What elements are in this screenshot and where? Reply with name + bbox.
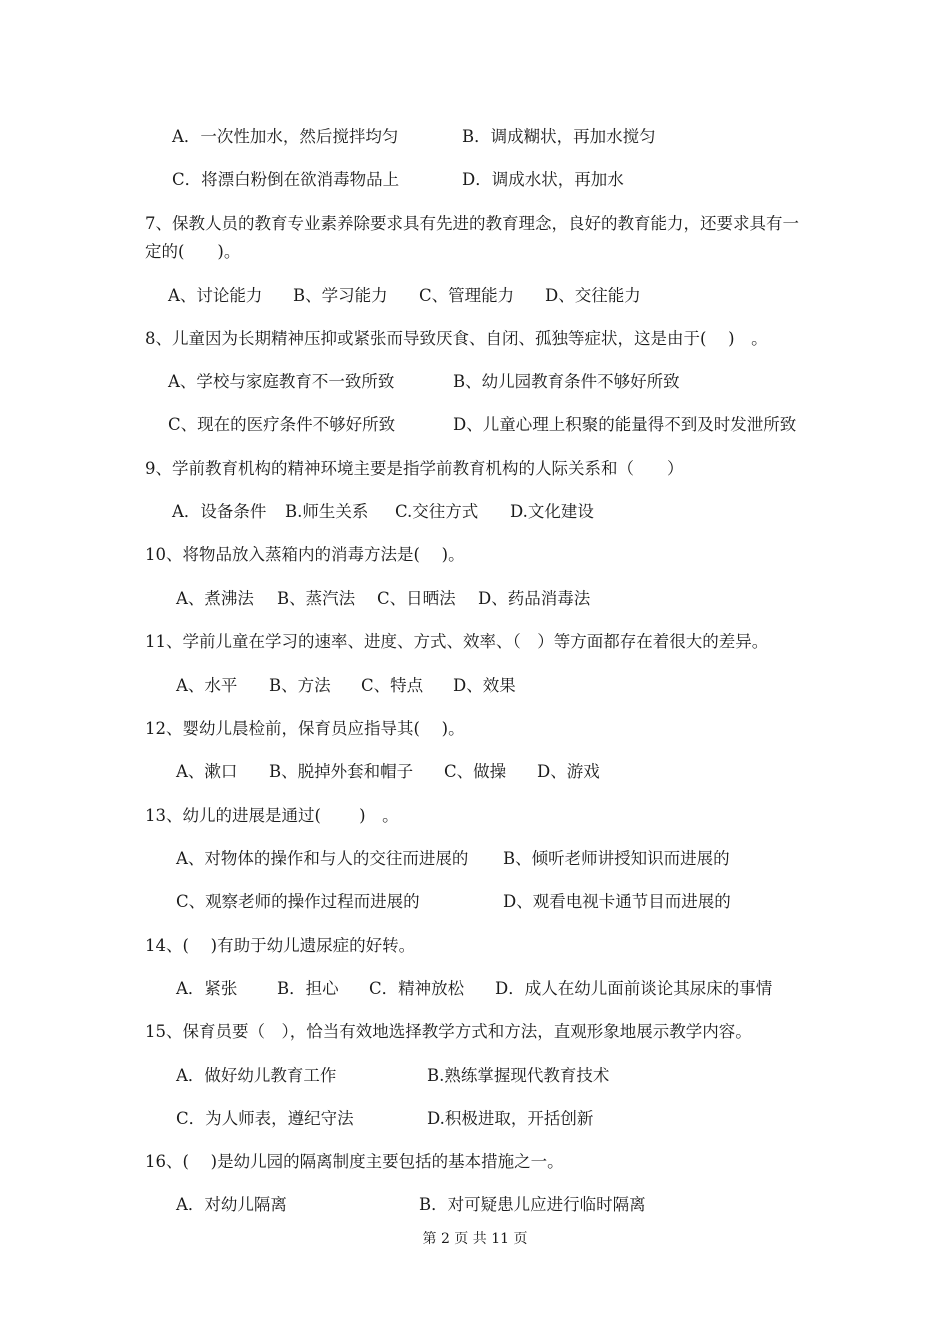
q6-option-b: B．调成糊状，再加水搅匀 — [462, 127, 656, 146]
q15-option-d: D.积极进取，开括创新 — [427, 1109, 594, 1128]
q10-option-c: C、日晒法 — [377, 589, 456, 608]
q14-option-b: B．担心 — [277, 979, 339, 998]
question-9-stem: 9、学前教育机构的精神环境主要是指学前教育机构的人际关系和（ ） — [145, 459, 684, 478]
q16-option-b: B．对可疑患儿应进行临时隔离 — [419, 1195, 646, 1214]
question-15-stem: 15、保育员要（ ），恰当有效地选择教学方式和方法，直观形象地展示教学内容。 — [145, 1022, 752, 1041]
q8-option-b: B、幼儿园教育条件不够好所致 — [453, 372, 680, 391]
question-16-stem: 16、( )是幼儿园的隔离制度主要包括的基本措施之一。 — [145, 1152, 564, 1171]
question-10-stem: 10、将物品放入蒸箱内的消毒方法是( )。 — [145, 545, 465, 564]
q14-option-a: A．紧张 — [176, 979, 238, 998]
q12-option-a: A、漱口 — [176, 762, 238, 781]
q13-option-b: B、倾听老师讲授知识而进展的 — [503, 849, 730, 868]
q6-option-a: A．一次性加水，然后搅拌均匀 — [172, 127, 399, 146]
q7-option-b: B、学习能力 — [293, 286, 388, 305]
q6-option-c: C．将漂白粉倒在欲消毒物品上 — [172, 170, 400, 189]
q8-option-d: D、儿童心理上积聚的能量得不到及时发泄所致 — [453, 415, 797, 434]
question-12-stem: 12、婴幼儿晨检前，保育员应指导其( )。 — [145, 719, 465, 738]
q10-option-b: B、蒸汽法 — [277, 589, 356, 608]
q13-option-d: D、观看电视卡通节目而进展的 — [503, 892, 731, 911]
q11-option-c: C、特点 — [361, 676, 424, 695]
question-7-stem: 7、保教人员的教育专业素养除要求具有先进的教育理念，良好的教育能力，还要求具有一 — [145, 214, 799, 233]
question-7-stem-cont: 定的( )。 — [145, 242, 241, 261]
q12-option-c: C、做操 — [444, 762, 507, 781]
q9-option-d: D.文化建设 — [510, 502, 594, 521]
q9-option-a: A．设备条件 — [172, 502, 267, 521]
q15-option-b: B.熟练掌握现代教育技术 — [427, 1066, 610, 1085]
q13-option-c: C、观察老师的操作过程而进展的 — [176, 892, 420, 911]
q8-option-a: A、学校与家庭教育不一致所致 — [168, 372, 395, 391]
page-number-footer: 第 2 页 共 11 页 — [422, 1231, 528, 1247]
question-11-stem: 11、学前儿童在学习的速率、进度、方式、效率、（ ）等方面都存在着很大的差异。 — [145, 632, 769, 651]
q7-option-d: D、交往能力 — [545, 286, 641, 305]
q10-option-d: D、药品消毒法 — [478, 589, 591, 608]
q16-option-a: A．对幼儿隔离 — [176, 1195, 287, 1214]
question-8-stem: 8、儿童因为长期精神压抑或紧张而导致厌食、自闭、孤独等症状，这是由于( ) 。 — [145, 329, 768, 348]
q15-option-a: A．做好幼儿教育工作 — [176, 1066, 337, 1085]
q9-option-b: B.师生关系 — [285, 502, 369, 521]
q14-option-d: D．成人在幼儿面前谈论其尿床的事情 — [495, 979, 773, 998]
q7-option-c: C、管理能力 — [419, 286, 515, 305]
question-13-stem: 13、幼儿的进展是通过( ) 。 — [145, 806, 399, 825]
q14-option-c: C．精神放松 — [369, 979, 465, 998]
q11-option-d: D、效果 — [453, 676, 516, 695]
q15-option-c: C．为人师表，遵纪守法 — [176, 1109, 354, 1128]
q7-option-a: A、讨论能力 — [168, 286, 263, 305]
question-14-stem: 14、( )有助于幼儿遗尿症的好转。 — [145, 936, 416, 955]
q9-option-c: C.交往方式 — [395, 502, 479, 521]
q11-option-a: A、水平 — [176, 676, 238, 695]
q12-option-d: D、游戏 — [537, 762, 600, 781]
q13-option-a: A、对物体的操作和与人的交往而进展的 — [176, 849, 469, 868]
q12-option-b: B、脱掉外套和帽子 — [269, 762, 414, 781]
q8-option-c: C、现在的医疗条件不够好所致 — [168, 415, 396, 434]
q10-option-a: A、煮沸法 — [176, 589, 254, 608]
q6-option-d: D．调成水状，再加水 — [462, 170, 624, 189]
q11-option-b: B、方法 — [269, 676, 331, 695]
